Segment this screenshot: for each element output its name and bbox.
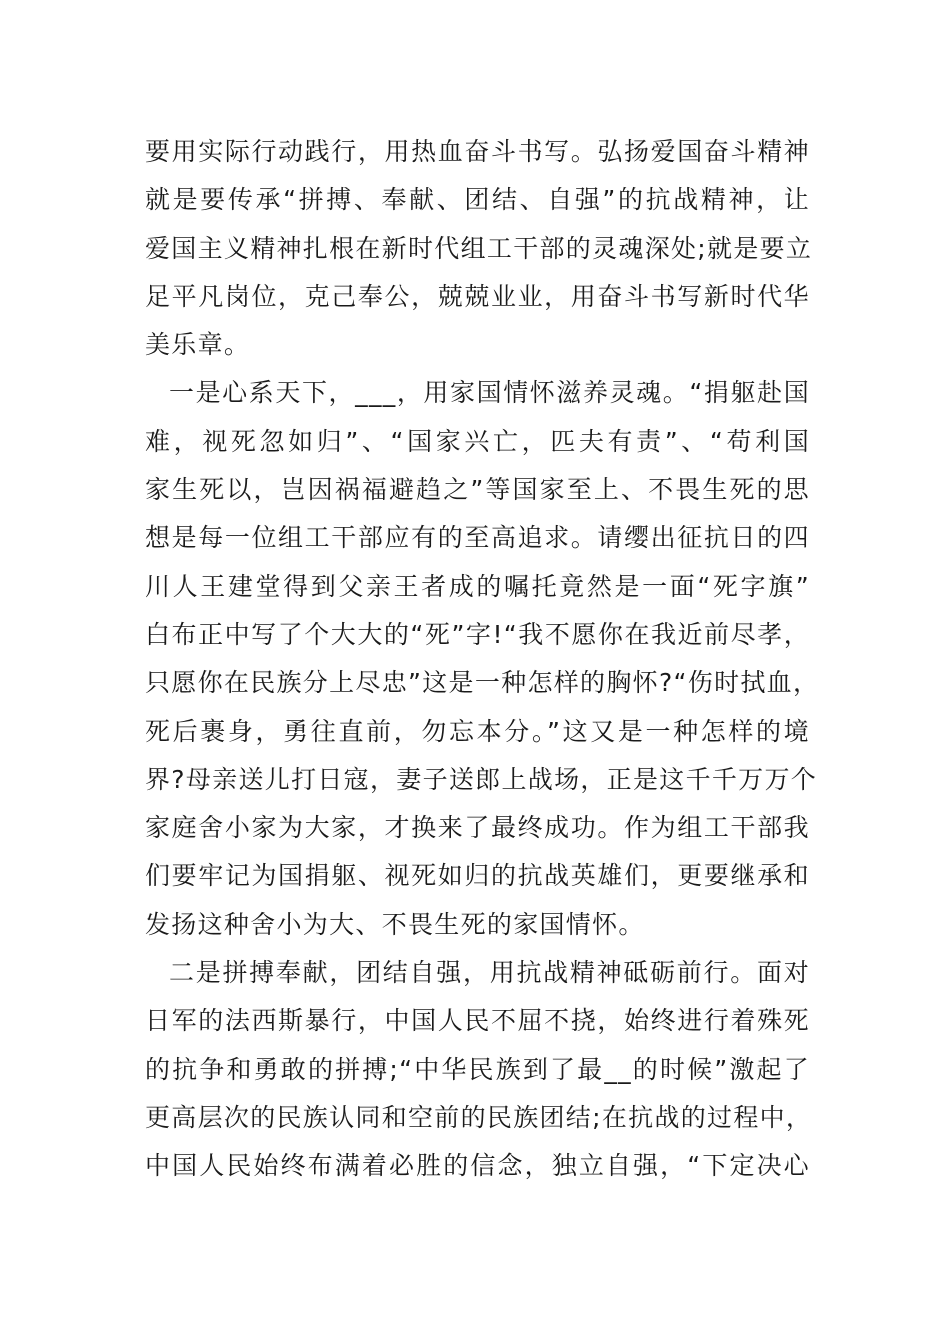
text-line: 要用实际行动践行，用热血奋斗书写。弘扬爱国奋斗精神 xyxy=(145,137,810,166)
text-line: 想是每一位组工干部应有的至高追求。请缨出征抗日的四 xyxy=(145,523,810,553)
text-line: 就是要传承“拼搏、奉献、团结、自强”的抗战精神，让 xyxy=(145,185,810,215)
text-line: 难，视死忽如归”、“国家兴亡，匹夫有责”、“苟利国 xyxy=(145,426,810,456)
text-line: 美乐章。 xyxy=(145,330,251,360)
text-line: 中国人民始终布满着必胜的信念，独立自强，“下定决心 xyxy=(145,1151,810,1181)
text-line: 们要牢记为国捐躯、视死如归的抗战英雄们，更要继承和 xyxy=(145,861,810,891)
text-line: 足平凡岗位，克己奉公，兢兢业业，用奋斗书写新时代华 xyxy=(145,281,810,311)
text-line: 的抗争和勇敢的拼搏;“中华民族到了最__的时候”激起了 xyxy=(145,1054,810,1084)
text-line: 日军的法西斯暴行，中国人民不屈不挠，始终进行着殊死 xyxy=(145,1006,810,1036)
text-line: 死后裹身，勇往直前，勿忘本分。”这又是一种怎样的境 xyxy=(145,716,810,746)
text-line: 只愿你在民族分上尽忠”这是一种怎样的胸怀?“伤时拭血， xyxy=(145,668,820,698)
text-line: 更高层次的民族认同和空前的民族团结;在抗战的过程中， xyxy=(145,1102,813,1132)
text-line: 家生死以，岂因祸福避趋之”等国家至上、不畏生死的思 xyxy=(145,475,810,505)
body-text xyxy=(145,128,820,1191)
text-line: 白布正中写了个大大的“死”字!“我不愿你在我近前尽孝， xyxy=(145,619,810,649)
text-line: 川人王建堂得到父亲王者成的嘱托竟然是一面“死字旗” xyxy=(145,571,810,601)
text-line: 发扬这种舍小为大、不畏生死的家国情怀。 xyxy=(145,909,645,939)
text-line: 界?母亲送儿打日寇，妻子送郎上战场，正是这千千万万个 xyxy=(145,764,818,794)
paragraph-start-line: 一是心系天下，___，用家国情怀滋养灵魂。“捐躯赴国 xyxy=(169,378,810,408)
text-line: 家庭舍小家为大家，才换来了最终成功。作为组工干部我 xyxy=(145,813,810,843)
text-line: 爱国主义精神扎根在新时代组工干部的灵魂深处;就是要立 xyxy=(145,233,813,263)
paragraph-start-line: 二是拼搏奉献，团结自强，用抗战精神砥砺前行。面对 xyxy=(169,958,810,988)
